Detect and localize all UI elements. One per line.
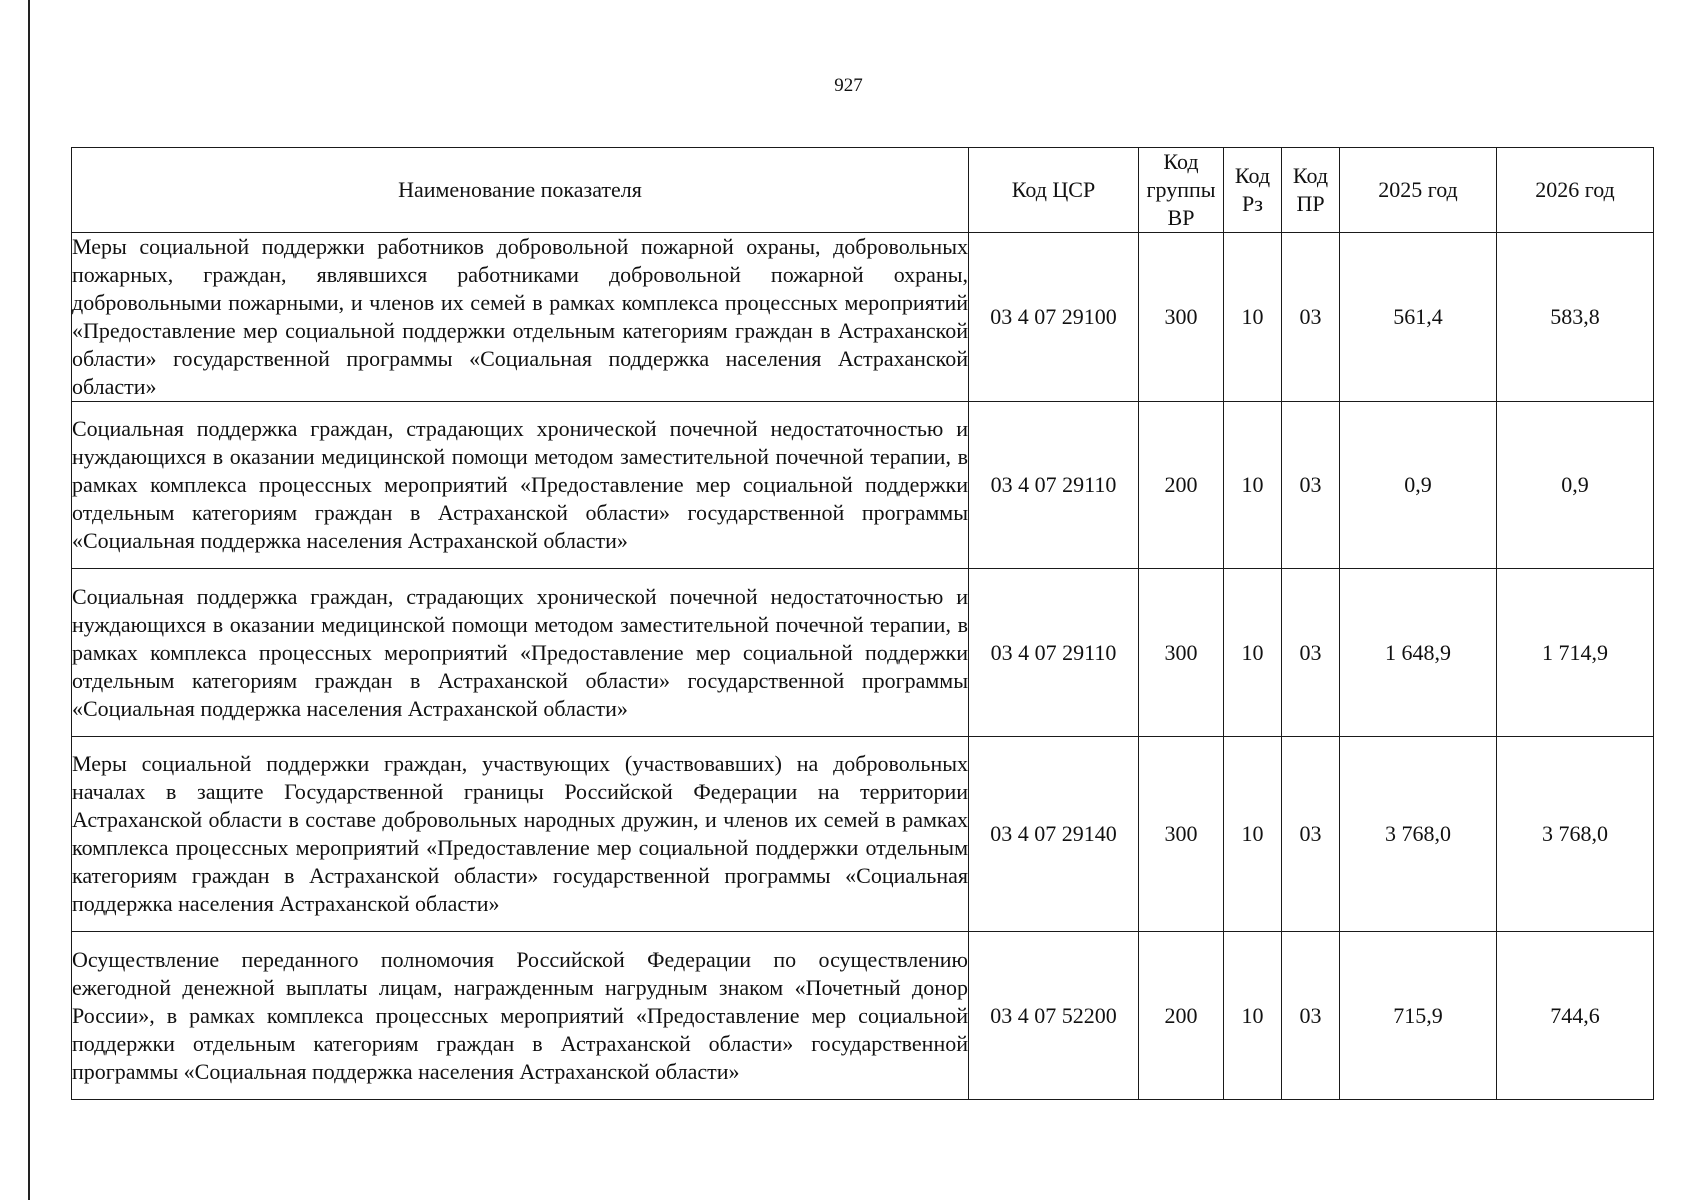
cell-name: Меры социальной поддержки граждан, участвующих (участвовавших) на добровольных началах в защите Государственной границы Российской Федерации на территории Астраханской области в составе добровольных народных дружин, и членов их семей в рамках комплекса процессных мероприятий «Предоставление мер социальной поддержки отдельным категориям граждан в Астраханской области» государственной программы «Социальная поддержка населения Астраханской области» [72, 737, 969, 932]
table-row [72, 569, 1654, 737]
cell-2026: 583,8 [1497, 233, 1654, 402]
header-csr: Код ЦСР [969, 148, 1139, 233]
cell-2025: 561,4 [1340, 233, 1497, 402]
cell-rz: 10 [1224, 737, 1282, 932]
cell-csr: 03 4 07 29110 [969, 402, 1139, 569]
header-rz: Код Рз [1224, 148, 1282, 233]
header-2026: 2026 год [1497, 148, 1654, 233]
cell-name: Меры социальной поддержки работников добровольной пожарной охраны, добровольных пожарных, граждан, являвшихся работниками добровольной пожарной охраны, добровольными пожарными, и членов их семей в рамках комплекса процессных мероприятий «Предоставление мер социальной поддержки отдельным категориям граждан в Астраханской области» государственной программы «Социальная поддержка населения Астраханской области» [72, 233, 969, 402]
cell-rz: 10 [1224, 569, 1282, 737]
cell-2025: 1 648,9 [1340, 569, 1497, 737]
cell-pr: 03 [1282, 233, 1340, 402]
cell-csr: 03 4 07 29110 [969, 569, 1139, 737]
cell-2026: 744,6 [1497, 932, 1654, 1100]
cell-vr: 200 [1139, 932, 1224, 1100]
cell-pr: 03 [1282, 932, 1340, 1100]
table-header-row [72, 148, 1654, 233]
cell-vr: 300 [1139, 737, 1224, 932]
cell-csr: 03 4 07 29140 [969, 737, 1139, 932]
table-row [72, 737, 1654, 932]
cell-2026: 1 714,9 [1497, 569, 1654, 737]
cell-csr: 03 4 07 52200 [969, 932, 1139, 1100]
cell-pr: 03 [1282, 402, 1340, 569]
cell-name: Осуществление переданного полномочия Российской Федерации по осуществлению ежегодной денежной выплаты лицам, награжденным нагрудным знаком «Почетный донор России», в рамках комплекса процессных мероприятий «Предоставление мер социальной поддержки отдельным категориям граждан в Астраханской области» государственной программы «Социальная поддержка населения Астраханской области» [72, 932, 969, 1100]
cell-vr: 200 [1139, 402, 1224, 569]
header-vr: Код группы ВР [1139, 148, 1224, 233]
cell-name: Социальная поддержка граждан, страдающих хронической почечной недостаточностью и нуждающихся в оказании медицинской помощи методом заместительной почечной терапии, в рамках комплекса процессных мероприятий «Предоставление мер социальной поддержки отдельным категориям граждан в Астраханской области» государственной программы «Социальная поддержка населения Астраханской области» [72, 402, 969, 569]
header-name: Наименование показателя [72, 148, 969, 233]
cell-vr: 300 [1139, 233, 1224, 402]
cell-2026: 0,9 [1497, 402, 1654, 569]
page-number: 927 [834, 75, 863, 96]
binding-margin-line [28, 0, 30, 1200]
cell-pr: 03 [1282, 737, 1340, 932]
table-row [72, 932, 1654, 1100]
cell-2025: 0,9 [1340, 402, 1497, 569]
cell-rz: 10 [1224, 402, 1282, 569]
cell-name: Социальная поддержка граждан, страдающих хронической почечной недостаточностью и нуждающихся в оказании медицинской помощи методом заместительной почечной терапии, в рамках комплекса процессных мероприятий «Предоставление мер социальной поддержки отдельным категориям граждан в Астраханской области» государственной программы «Социальная поддержка населения Астраханской области» [72, 569, 969, 737]
cell-2025: 715,9 [1340, 932, 1497, 1100]
header-pr: Код ПР [1282, 148, 1340, 233]
budget-table [71, 147, 1654, 1100]
cell-rz: 10 [1224, 932, 1282, 1100]
header-2025: 2025 год [1340, 148, 1497, 233]
cell-vr: 300 [1139, 569, 1224, 737]
cell-rz: 10 [1224, 233, 1282, 402]
table-row [72, 402, 1654, 569]
cell-2025: 3 768,0 [1340, 737, 1497, 932]
cell-2026: 3 768,0 [1497, 737, 1654, 932]
cell-csr: 03 4 07 29100 [969, 233, 1139, 402]
cell-pr: 03 [1282, 569, 1340, 737]
table-row [72, 233, 1654, 402]
